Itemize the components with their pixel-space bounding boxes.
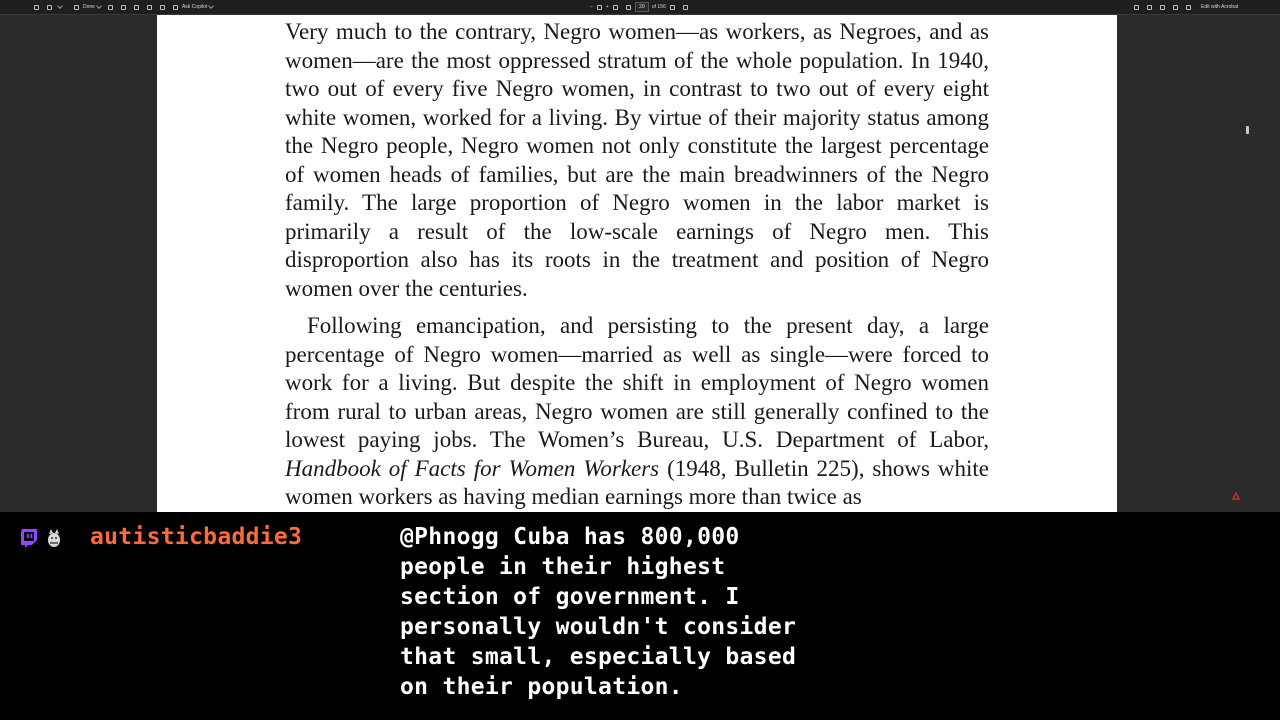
page-view-icon[interactable] [626,5,631,10]
paragraph-2-text-b: (1948, Bulletin 225), shows white women workers as having median earnings more than twice as [285,455,989,509]
expand-icon[interactable] [1173,5,1178,10]
paragraph-2 [285,312,989,512]
acrobat-icon[interactable] [1232,492,1240,500]
paragraph-1: Very much to the contrary, Negro women—as workers, as Negroes, and as women—are the most oppressed stratum of the whole population. In 1940, two out of every five Negro women, in contrast to two out of every eight white women, worked for a living. By virtue of their majority status among the Negro people, Negro women not only constitute the largest percentage of women heads of families, but are the main breadwinners of the Negro family. The large proportion of Negro women in the labor market is primarily a result of the low-scale earnings of Negro men. This disproportion also has its roots in the treatment and position of Negro women over the centuries. [285,19,989,301]
zoom-in-icon[interactable]: + [605,4,609,10]
save-as-icon[interactable] [1160,5,1165,10]
search-icon[interactable] [1134,5,1139,10]
pdf-toolbar [0,0,1280,15]
sidebar-toggle-icon[interactable] [34,5,39,10]
edit-with-acrobat-button[interactable]: Edit with Acrobat [1201,4,1239,10]
read-aloud-icon[interactable] [160,5,165,10]
immersive-reader-icon[interactable] [683,5,688,10]
highlight-icon[interactable] [74,5,79,10]
done-button[interactable]: Done [83,4,95,10]
scrollbar-thumb[interactable] [1246,126,1249,134]
chevron-down-icon[interactable] [208,3,214,9]
fit-page-icon[interactable] [597,5,602,10]
twitch-icon [19,528,39,548]
chat-overlay [0,512,1280,720]
save-icon[interactable] [47,5,52,10]
text-icon[interactable] [134,5,139,10]
badge-icon [44,528,64,548]
settings-icon[interactable] [1186,5,1191,10]
copilot-icon[interactable] [173,5,178,10]
pdf-page [157,15,1117,512]
eraser-icon[interactable] [108,5,113,10]
page-number-input[interactable]: 20 [635,2,649,12]
draw-icon[interactable] [147,5,152,10]
chat-message: @Phnogg Cuba has 800,000 people in their highest section of government. I personally wouldn't consider that small, especially based on their population. [400,524,797,700]
two-page-icon[interactable] [670,5,675,10]
book-title: Handbook of Facts for Women Workers [285,455,660,481]
chat-username: autisticbaddie3 [90,524,303,550]
chevron-down-icon[interactable] [96,3,102,9]
print-icon[interactable] [1147,5,1152,10]
ask-copilot-button[interactable]: Ask Copilot [181,4,208,10]
rotate-icon[interactable] [613,5,618,10]
page-icon[interactable] [121,5,126,10]
paragraph-2-text-a: Following emancipation, and persisting to the present day, a large percentage of Negro women—married as well as single—were forced to work for a living. But despite the shift in employment of Negro women from rural to urban areas, Negro women are still generally confined to the lowest paying jobs. The Women’s Bureau, U.S. Department of Labor, [285,313,989,452]
page-total: of 156 [651,4,666,10]
chevron-down-icon[interactable] [57,3,63,9]
zoom-out-icon[interactable]: − [590,4,593,10]
